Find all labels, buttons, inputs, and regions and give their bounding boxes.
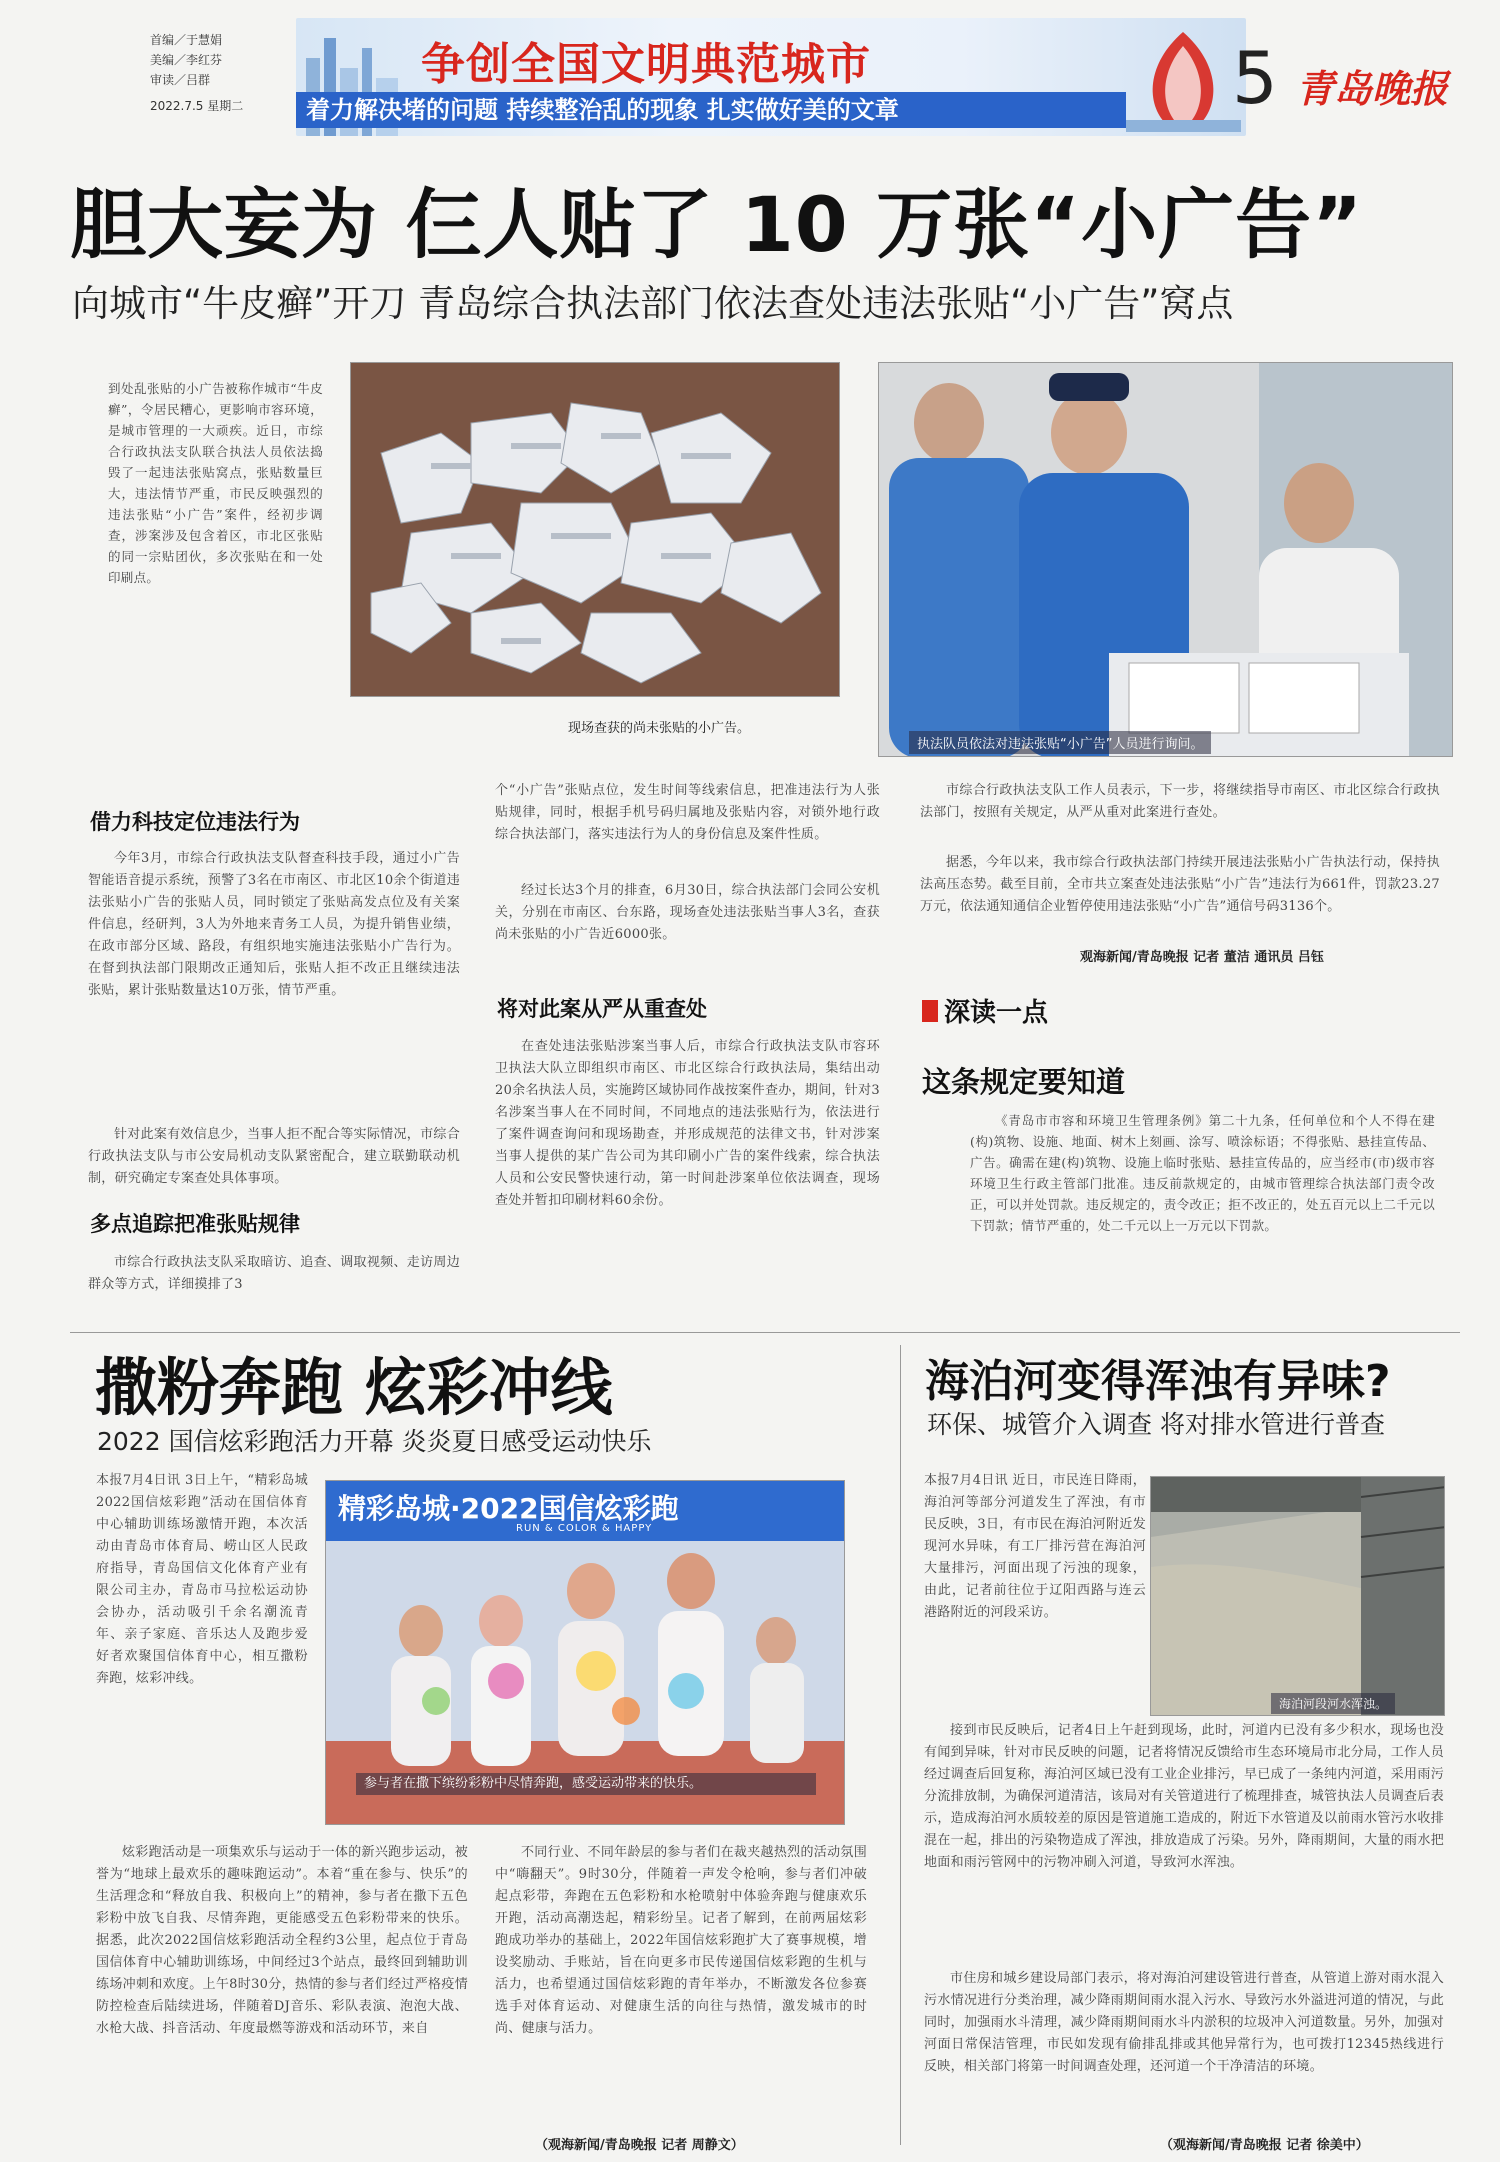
article3-subhead: 环保、城管介入调查 将对排水管进行普查 [927,1410,1385,1439]
article3-col-text-b: 市住房和城乡建设局部门表示，将对海泊河建设管进行普查，从管道上游对雨水混入污水情况进行分类治理，减少降雨期间雨水混入污水、导致污水外溢进河道的情况，与此同时，加强雨水斗清理，减少降雨期间雨水斗内淤积的垃圾冲入河道数量。另外，加强对河面日常保洁管理，市民如发现有偷排乱排或其他异常行为，也可拨打12345热线进行反映，相关部门将第一时间调查处理，还河道一个干净清洁的环境。 [924,1971,1444,2074]
article2-photo-caption: 参与者在撒下缤纷彩粉中尽情奔跑，感受运动带来的快乐。 [356,1773,816,1795]
landmark-illustration [1126,24,1241,132]
article1-photo-officers [878,362,1453,757]
article2-col1-text: 炫彩跑活动是一项集欢乐与运动于一体的新兴跑步运动，被誉为“地球上最欢乐的趣味跑运动”。本着“重在参与、快乐”的生活理念和“释放自我、积极向上”的精神，参与者在撒下五色彩粉中放飞自我、尽情奔跑，更能感受五色彩粉带来的快乐。据悉，此次2022国信炫彩跑活动全程约3公里，起点位于青岛国信体育中心辅助训练场，中间经过3个站点，最终回到辅助训练场冲刺和欢度。上午8时30分，热情的参与者们经过严格疫情防控检查后陆续进场，伴随着DJ音乐、彩队表演、泡泡大战、水枪大战、抖音活动、年度最燃等游戏和活动环节，来自 [96,1845,468,2036]
credit-reviewer: 审读／吕群 [150,73,211,87]
article1-col1-text-c: 市综合行政执法支队采取暗访、追查、调取视频、走访周边群众等方式，详细摸排了3 [88,1255,460,1292]
article2-col2-text: 不同行业、不同年龄层的参与者们在裁夹越热烈的活动氛围中“嗨翻天”。9时30分，伴随着一声发令枪响，参与者们冲破起点彩带，奔跑在五色彩粉和水枪喷射中体验奔跑与健康欢乐开跑，活动高潮迭起，精彩纷呈。记者了解到，在前两届炫彩跑成功举办的基础上，2022年国信炫彩跑扩大了赛事规模，增设奖励动、手账站，旨在向更多市民传递国信炫彩跑的生机与活力，也希望通过国信炫彩跑的青年举办，不断激发各位参赛选手对体育运动、对健康生活的向往与热情，激发城市的时尚、健康与活力。 [495,1845,867,2036]
sidebar-text: 《青岛市市容和环境卫生管理条例》第二十九条，任何单位和个人不得在建(构)筑物、设施、地面、树木上刻画、涂写、喷涂标语；不得张贴、悬挂宣传品、广告。确需在建(构)筑物、设施上临时张贴、悬挂宣传品的，应当经市(市)级市容环境卫生行政主管部门批准。违反前款规定的，由城市管理综合执法部门责令改正，可以并处罚款。违反规定的，责令改正；拒不改正的，处五百元以上二千元以下罚款；情节严重的，处二千元以上一万元以下罚款。 [970,1113,1435,1233]
article1-col2-text-b: 经过长达3个月的排查，6月30日，综合执法部门会同公安机关，分别在市南区、台东路，现场查处违法张贴当事人3名，查获尚未张贴的小广告近6000张。 [495,883,880,942]
article1-photo2-caption: 执法队员依法对违法张贴“小广告”人员进行询问。 [909,731,1211,754]
sidebar-tag [922,992,1048,1029]
column-divider [900,1345,901,2145]
article3-byline: （观海新闻/青岛晚报 记者 徐美中） [1160,2138,1369,2153]
officers-photo-illustration [879,363,1453,757]
article3-headline: 海泊河变得浑浊有异味? [925,1356,1391,1407]
banner [296,18,1246,136]
article1-col3-text-a: 市综合行政执法支队工作人员表示，下一步，将继续指导市南区、市北区综合行政执法部门，按照有关规定，从严从重对此案进行查处。 [920,783,1440,820]
banner-slogan [296,92,1126,128]
article2-photo-colorrun [325,1480,845,1825]
paper-name: 青岛晚报 [1296,66,1449,111]
article2-byline: （观海新闻/青岛晚报 记者 周静文） [535,2138,744,2153]
section-divider [70,1332,1460,1333]
article3-photo-river [1150,1476,1445,1716]
article3-col-text-a: 接到市民反映后，记者4日上午赶到现场，此时，河道内已没有多少积水，现场也没有闻到异味，针对市民反映的问题，记者将情况反馈给市生态环境局市北分局，工作人员经过调查后回复称，海泊河区域已没有工业企业排污，早已成了一条纯内河道，采用雨污分流排放制，为确保河道清洁，该局对有关管道进行了梳理排查，城管执法人员调查后表示，造成海泊河水质较差的原因是管道施工造成的，附近下水管道及以前雨水管污水收排混在一起，排出的污染物造成了浑浊，排放造成了污染。另外，降雨期间，大量的雨水把地面和雨污管网中的污物冲刷入河道，导致河水浑浊。 [924,1723,1444,1870]
credits-block [150,30,270,116]
colorrun-banner-title: 精彩岛城·2022国信炫彩跑 [338,1492,679,1525]
article1-col1-text-b: 针对此案有效信息少，当事人拒不配合等实际情况，市综合行政执法支队与市公安局机动支队紧密配合，建立联勤联动机制，研究确定专案查处具体事项。 [88,1127,460,1186]
article1-subhead: 向城市“牛皮癣”开刀 青岛综合执法部门依法查处违法张贴“小广告”窝点 [72,282,1234,325]
article3-lead: 本报7月4日讯 近日，市民连日降雨，海泊河等部分河道发生了浑浊，有市民反映，3日，有市民在海泊河附近发现河水异味，有工厂排污营在海泊河大量排污，河面出现了污浊的现象，由此，记者前往位于辽阳西路与连云港路附近的河段采访。 [924,1473,1146,1620]
banner-title: 争创全国文明典范城市 [421,39,871,90]
article1-lead: 到处乱张贴的小广告被称作城市“牛皮癣”，令居民糟心，更影响市容环境，是城市管理的一大顽疾。近日，市综合行政执法支队联合执法人员依法捣毁了一起违法张贴窝点，张贴数量巨大，违法情节严重，市民反映强烈的违法张贴“小广告”案件，经初步调查，涉案涉及包含着区，市北区张贴的同一宗贴团伙，多次张贴在和一处印刷点。 [108,381,323,585]
article1-section1-title: 借力科技定位违法行为 [90,810,300,834]
masthead [0,0,1500,150]
article1-col1-text-a: 今年3月，市综合行政执法支队督查科技手段，通过小广告智能语音提示系统，预警了3名在市南区、市北区10余个街道违法张贴小广告的张贴人员，同时锁定了张贴高发点位及有关案件信息，经研判，3人为外地来青务工人员，为提升销售业绩，在政市部分区域、路段，有组织地实施违法张贴小广告行为。在督到执法部门限期改正通知后，张贴人拒不改正且继续违法张贴，累计张贴数量达10万张，情节严重。 [88,851,460,998]
article1-photo1-caption: 现场查获的尚未张贴的小广告。 [568,721,751,736]
sidebar-title: 这条规定要知道 [922,1065,1126,1099]
colorrun-banner-sub: RUN & COLOR & HAPPY [516,1523,653,1534]
credit-designer: 美编／李红芬 [150,53,223,67]
issue-date: 2022.7.5 星期二 [150,99,244,113]
article1-photo-stickers [350,362,840,697]
page-number: 5 [1232,36,1278,120]
article2-headline: 撒粉奔跑 炫彩冲线 [95,1351,613,1424]
article2-lead: 本报7月4日讯 3日上午，“精彩岛城 2022国信炫彩跑”活动在国信体育中心辅助训练场激情开跑，本次活动由青岛市体育局、崂山区人民政府指导，青岛国信文化体育产业有限公司主办，青岛市马拉松运动协会协办，活动吸引千余名潮流青年、亲子家庭、音乐达人及跑步爱好者欢聚国信体育中心，相互撒粉奔跑，炫彩冲线。 [96,1473,308,1686]
article1-headline: 胆大妄为 仨人贴了 10 万张“小广告” [70,180,1364,269]
article1-section2-title: 多点追踪把准张贴规律 [90,1212,300,1236]
credit-editor: 首编／于慧娟 [150,33,223,47]
article2-subhead: 2022 国信炫彩跑活力开幕 炎炎夏日感受运动快乐 [97,1427,652,1456]
article1-byline: 观海新闻/青岛晚报 记者 董洁 通讯员 吕钰 [1080,950,1324,965]
article1-col2-text-a: 个“小广告”张贴点位，发生时间等线索信息，把准违法行为人张贴规律，同时，根据手机号码归属地及张贴内容，对锁外地行政综合执法部门，落实违法行为人的身份信息及案件性质。 [495,783,880,842]
river-photo-illustration [1151,1477,1445,1716]
article3-photo-caption: 海泊河段河水浑浊。 [1271,1693,1395,1714]
sidebar-tag-marker [922,1000,938,1022]
banner-slogan-text: 着力解决堵的问题 持续整治乱的现象 扎实做好美的文章 [306,96,899,124]
article1-col2-text-c: 在查处违法张贴涉案当事人后，市综合行政执法支队市容环卫执法大队立即组织市南区、市北区综合行政执法局，集结出动20余名执法人员，实施跨区域协同作战按案件查办，期间，针对3名涉案当事人在不同时间，不同地点的违法张贴行为，依法进行了案件调查询问和现场勘查，并形成规范的法律文书，针对涉案当事人提供的某广告公司为其印刷小广告的案件线索，综合执法人员和公安民警快速行动，第一时间赴涉案单位依法调查，现场查处并暂扣印刷材料60余份。 [495,1039,880,1208]
article1-section3-title: 将对此案从严从重查处 [497,997,707,1021]
article1-col3-text-b: 据悉，今年以来，我市综合行政执法部门持续开展违法张贴小广告执法行动，保持执法高压态势。截至目前，全市共立案查处违法张贴“小广告”违法行为661件，罚款23.27万元，依法通知通信企业暂停使用违法张贴“小广告”通信号码3136个。 [920,855,1440,914]
sidebar-tag-text: 深读一点 [944,998,1049,1028]
stickers-photo-illustration [351,363,840,697]
